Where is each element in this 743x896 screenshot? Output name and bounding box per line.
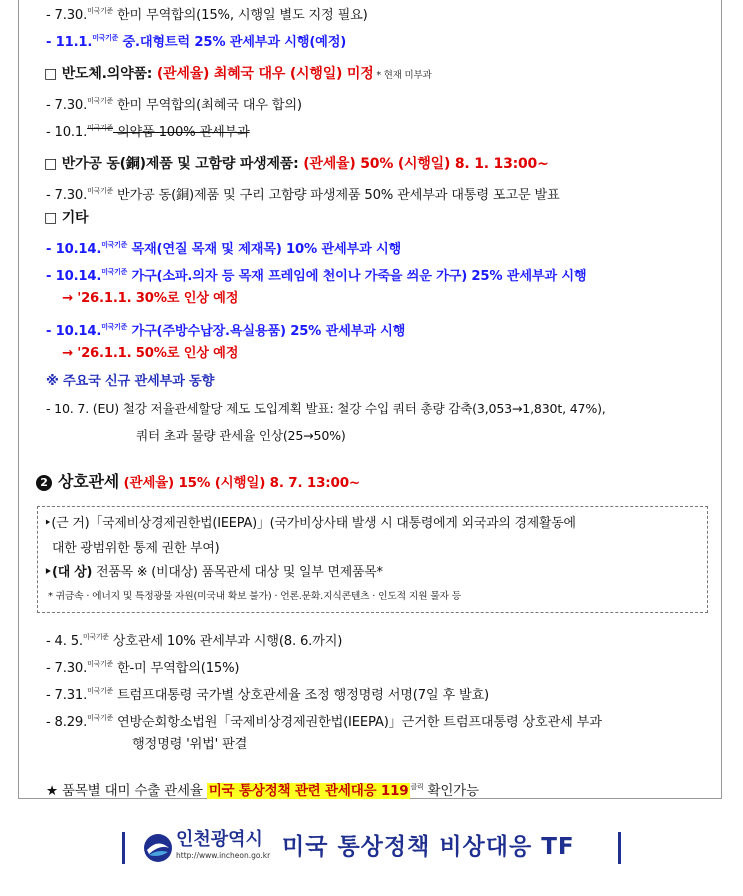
section-heading-reciprocal: 2 상호관세 (관세율) 15% (시행일) 8. 7. 13:00~	[36, 471, 360, 494]
list-item: - 10.14.$^{미국기준}$ 가구(소파.의자 등 목재 프레임에 천이나 가죽을 씌운 가구) 25% 관세부과 시행	[46, 268, 587, 284]
box-basis-line: ‣(근 거)「국제비상경제권한법(IEEPA)」(국가비상사태 발생 시 대통령에게 외국과의 경제활동에	[44, 516, 576, 531]
tariff-link-line: ★ 품목별 대미 수출 관세율 미국 통상정책 관련 관세대응 119 $^{클릭}$ 확인가능	[46, 783, 479, 799]
section-heading-copper: □ 반가공 동(銅)제품 및 고함량 파생제품: (관세율) 50% (시행일) 8. 1. 13:00~	[44, 156, 549, 172]
footer	[0, 820, 743, 876]
tariff-119-link[interactable]: 미국 통상정책 관련 관세대응 119	[208, 783, 409, 799]
list-item: - 10. 7. (EU) 철강 저율관세할당 제도 도입계획 발표: 철강 수입 쿼터 총량 감축(3,053→1,830t, 47%),	[46, 401, 606, 416]
list-item: - 7.30.$^{미국기준}$ 반가공 동(銅)제품 및 구리 고함량 파생제품 50% 관세부과 대통령 포고문 발표	[46, 187, 560, 203]
list-item: - 4. 5.$^{미국기준}$ 상호관세 10% 관세부과 시행(8. 6.까지)	[46, 633, 343, 649]
tf-title: 미국 통상정책 비상대응 TF	[282, 834, 575, 860]
list-item: - 7.30.$^{미국기준}$ 한미 무역합의(최혜국 대우 합의)	[46, 97, 302, 113]
list-item: - 8.29.$^{미국기준}$ 연방순회항소법원「국제비상경제권한법(IEEPA)」근거한 트럼프대통령 상호관세 부과	[46, 714, 602, 730]
list-item: - 10.1.$^{미국기준}$ 의약품 100% 관세부과	[46, 124, 250, 140]
footer-right-bar	[618, 832, 621, 864]
major-countries-heading: ※ 주요국 신규 관세부과 동향	[46, 374, 215, 389]
follow-note: → '26.1.1. 30%로 인상 예정	[62, 291, 239, 306]
footer-left-bar	[122, 832, 125, 864]
list-item: - 7.30.$^{미국기준}$ 한미 무역합의(15%, 시행일 별도 지정 필요)	[46, 7, 368, 23]
box-basis-line-continued: 대한 광범위한 통제 권한 부여)	[52, 541, 220, 556]
follow-note: → '26.1.1. 50%로 인상 예정	[62, 346, 239, 361]
list-item: - 11.1.$^{미국기준}$ 중.대형트럭 25% 관세부과 시행(예정)	[46, 34, 347, 50]
list-item: - 10.14.$^{미국기준}$ 가구(주방수납장.욕실용품) 25% 관세부과 시행	[46, 323, 406, 339]
list-item-continued: 쿼터 초과 물량 관세율 인상(25→50%)	[136, 428, 346, 443]
section-heading-etc: □ 기타	[44, 210, 89, 226]
city-name: 인천광역시	[176, 829, 263, 850]
section-heading-semiconductor: □ 반도체.의약품: (관세율) 최혜국 대우 (시행일) 미정 * 현재 미부과	[44, 66, 432, 82]
list-item: - 7.30.$^{미국기준}$ 한-미 무역합의(15%)	[46, 660, 240, 676]
incheon-logo-icon	[143, 833, 173, 863]
list-item: - 10.14.$^{미국기준}$ 목재(연질 목재 및 제재목) 10% 관세부과 시행	[46, 241, 402, 257]
box-target-line: ‣(대 상) 전품목 ※ (비대상) 품목관세 대상 및 일부 면제품목*	[44, 565, 383, 580]
list-item: - 7.31.$^{미국기준}$ 트럼프대통령 국가별 상호관세율 조정 행정명령 서명(7일 후 발효)	[46, 687, 489, 703]
number-badge: 2	[36, 475, 52, 491]
city-url[interactable]: http://www.incheon.go.kr	[176, 851, 271, 860]
box-footnote: * 귀금속 · 에너지 및 특정광물 자원(미국내 확보 불가) · 언론.문화.지식콘텐츠 · 인도적 지원 물자 등	[48, 591, 461, 602]
list-item-continued: 행정명령 '위법' 판결	[132, 737, 248, 752]
